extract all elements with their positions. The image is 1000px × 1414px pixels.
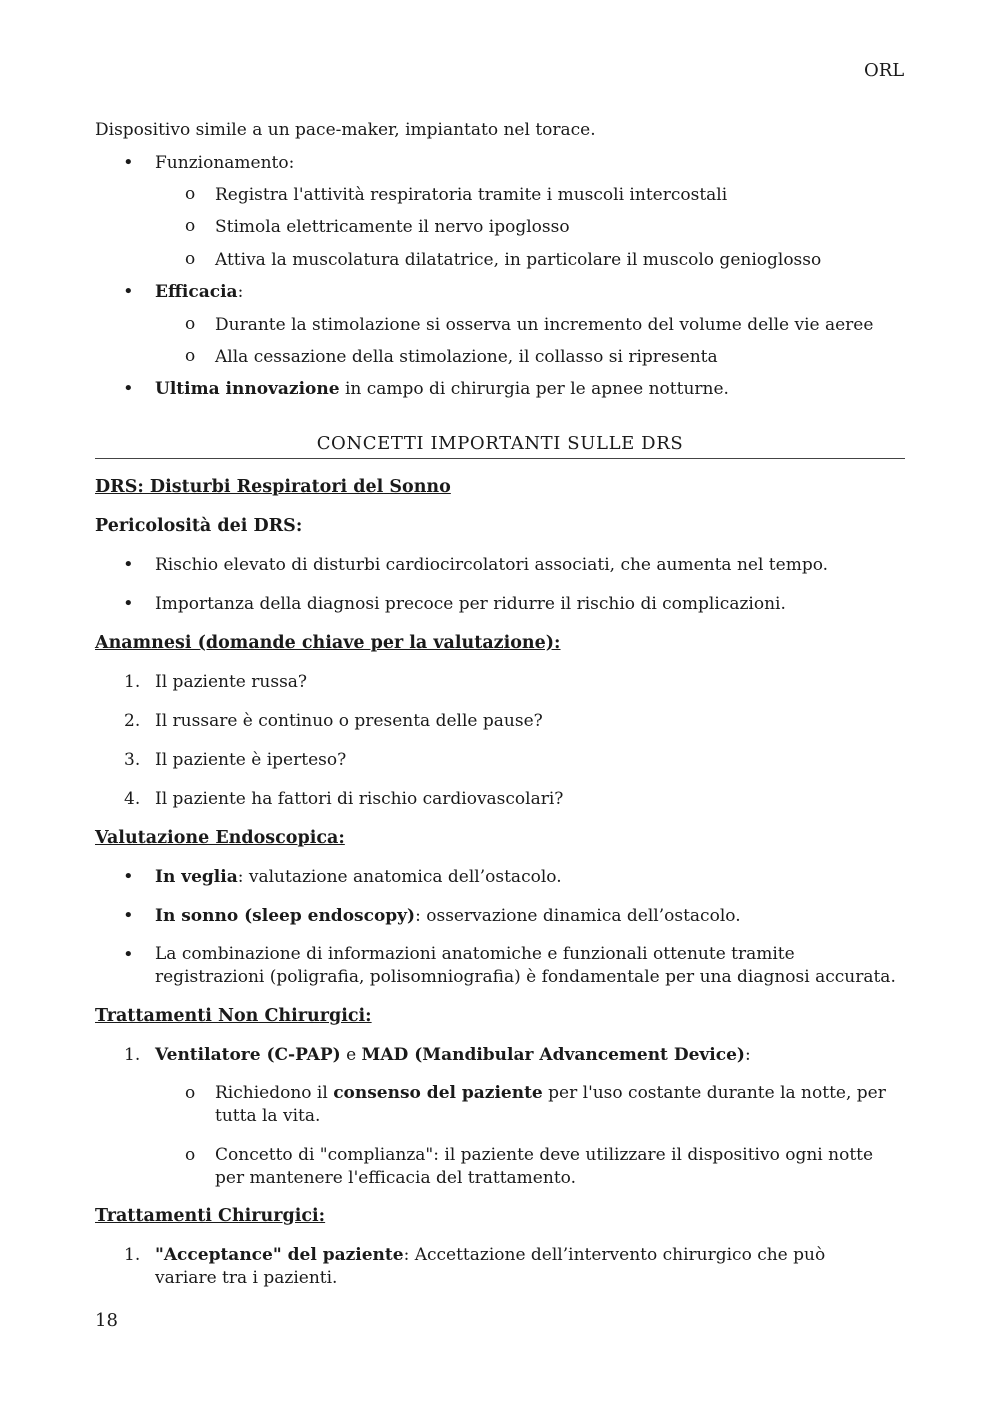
- item-text: e: [340, 1045, 362, 1065]
- bullet-marker: •: [123, 554, 134, 575]
- list-number: 1.: [124, 672, 141, 692]
- bullet-marker: •: [123, 378, 134, 399]
- list-item: Funzionamento:: [155, 153, 295, 173]
- list-item: [155, 867, 562, 887]
- chirurgici-heading: Trattamenti Chirurgici:: [95, 1206, 326, 1226]
- sub-bullet-marker: o: [185, 346, 196, 366]
- bold-term: Ventilatore (C-PAP): [155, 1045, 341, 1065]
- sub-list-item: [215, 1082, 895, 1128]
- sub-list-item: Durante la stimolazione si osserva un incremento del volume delle vie aeree: [215, 315, 874, 335]
- list-item: Il paziente è iperteso?: [155, 750, 347, 770]
- bold-term: consenso del paziente: [333, 1083, 543, 1103]
- pericolosita-heading: Pericolosità dei DRS:: [95, 516, 303, 536]
- bold-term: "Acceptance" del paziente: [155, 1245, 404, 1265]
- sub-list-item: Registra l'attività respiratoria tramite i muscoli intercostali: [215, 185, 728, 205]
- item-text: : osservazione dinamica dell’ostacolo.: [415, 906, 741, 926]
- list-item: Importanza della diagnosi precoce per ridurre il rischio di complicazioni.: [155, 594, 786, 614]
- bold-term: MAD (Mandibular Advancement Device): [361, 1045, 745, 1065]
- list-number: 1.: [124, 1245, 141, 1265]
- list-item: [155, 1045, 751, 1065]
- item-text: :: [744, 1045, 751, 1065]
- list-item: [155, 379, 729, 399]
- sub-bullet-marker: o: [185, 1145, 196, 1165]
- item-text: per l'uso costante durante la notte, per tutta la vita.: [215, 1083, 886, 1126]
- endoscopica-heading: Valutazione Endoscopica:: [95, 828, 345, 848]
- non-chirurgici-heading: Trattamenti Non Chirurgici:: [95, 1006, 372, 1026]
- bold-term: Efficacia: [155, 282, 238, 302]
- sub-bullet-marker: o: [185, 216, 196, 236]
- intro-text: Dispositivo simile a un pace-maker, impiantato nel torace.: [95, 120, 596, 140]
- list-item: [155, 282, 243, 302]
- item-text: : Accettazione dell’intervento chirurgico che può variare tra i pazienti.: [155, 1245, 826, 1288]
- bullet-marker: •: [123, 866, 134, 887]
- sub-bullet-marker: o: [185, 249, 196, 269]
- bullet-marker: •: [123, 593, 134, 614]
- section-divider: [95, 458, 905, 459]
- sub-bullet-marker: o: [185, 184, 196, 204]
- sub-bullet-marker: o: [185, 314, 196, 334]
- list-item: [155, 906, 741, 926]
- drs-heading: DRS: Disturbi Respiratori del Sonno: [95, 477, 451, 497]
- bold-term: In sonno (sleep endoscopy): [155, 906, 416, 926]
- list-item: [155, 1244, 885, 1290]
- list-number: 1.: [124, 1045, 141, 1065]
- list-item: Rischio elevato di disturbi cardiocircolatori associati, che aumenta nel tempo.: [155, 555, 829, 575]
- bullet-marker: •: [123, 281, 134, 302]
- running-header: ORL: [864, 60, 905, 81]
- list-item: Il paziente ha fattori di rischio cardiovascolari?: [155, 789, 564, 809]
- sub-list-item: Concetto di "complianza": il paziente deve utilizzare il dispositivo ogni notte per mantenere l'efficacia del trattamento.: [215, 1145, 874, 1188]
- item-text: Richiedono il: [215, 1083, 334, 1103]
- list-item: Il russare è continuo o presenta delle pause?: [155, 711, 543, 731]
- bullet-marker: •: [123, 944, 134, 965]
- item-text: : valutazione anatomica dell’ostacolo.: [237, 867, 562, 887]
- item-text: :: [237, 282, 244, 302]
- bullet-marker: •: [123, 905, 134, 926]
- list-number: 3.: [124, 750, 141, 770]
- section-title: CONCETTI IMPORTANTI SULLE DRS: [316, 433, 684, 454]
- bullet-marker: •: [123, 152, 134, 173]
- sub-list-item: Attiva la muscolatura dilatatrice, in particolare il muscolo genioglosso: [215, 250, 822, 270]
- sub-list-item: Stimola elettricamente il nervo ipoglosso: [215, 217, 570, 237]
- list-item: Il paziente russa?: [155, 672, 308, 692]
- bold-term: Ultima innovazione: [155, 379, 340, 399]
- list-number: 4.: [124, 789, 141, 809]
- list-item: La combinazione di informazioni anatomiche e funzionali ottenute tramite registrazioni (poligrafia, polisomniografia) è fondamentale per una diagnosi accurata.: [155, 944, 896, 987]
- page-number: 18: [95, 1310, 118, 1331]
- anamnesi-heading: Anamnesi (domande chiave per la valutazione):: [95, 633, 561, 653]
- list-number: 2.: [124, 711, 141, 731]
- sub-bullet-marker: o: [185, 1083, 196, 1103]
- item-text: in campo di chirurgia per le apnee notturne.: [339, 379, 729, 399]
- sub-list-item: Alla cessazione della stimolazione, il collasso si ripresenta: [215, 347, 718, 367]
- bold-term: In veglia: [155, 867, 238, 887]
